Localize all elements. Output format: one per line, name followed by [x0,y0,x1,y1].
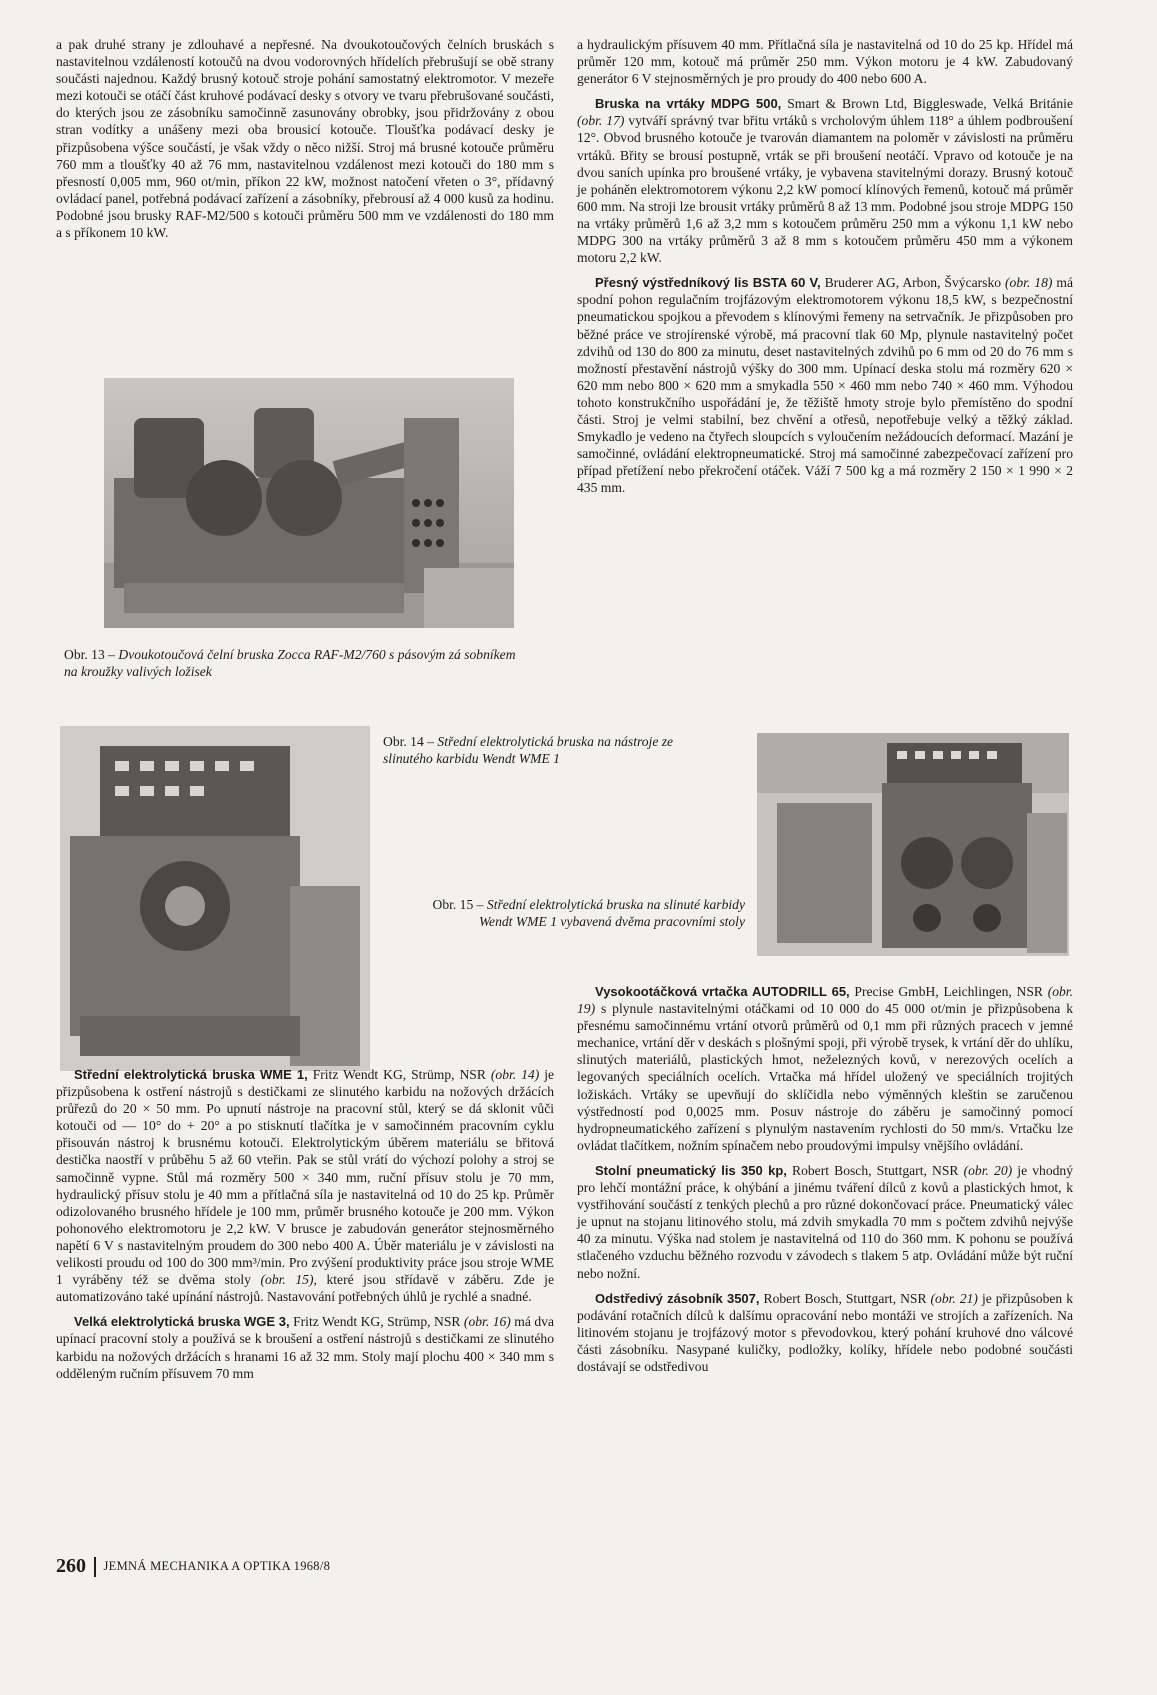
paragraph: Vysokootáčková vrtačka AUTODRILL 65, Precise GmbH, Leichlingen, NSR (obr. 19) s plynule nastavitelnými otáčkami od 10 000 do 45 000 ot/min je přizpůsobena k přesnému samočinnému vrtání otvorů průměrů od 0,1 mm při různých pracech v jemné mechanice, vrtání děr v deskách s plošnými spoji, při výrobě trysek, k vrtání děr do uhlíku, slinutých materiálů, plastických hmot, neželezných kovů, v nerezových ocelích a legovaných speciálních ocelích. Vrtačka má hřídel uložený ve speciálních trojitých ložiskách. Vrtáky se upevňují do sklíčidla nebo výměnných kleštin se zaručenou výstředností pod 0,0025 mm. Posuv nástroje do záběru je samočinný pomocí hydropneumatického zařízení s plynulým nastavením rychlosti do 50 mm/s. Vrtačku lze ovládat tlačítkem, nožním spínačem nebo proudovými impulsy vnějšího ovládání. [577,984,1073,1153]
right-column-bottom [577,983,1073,1375]
footer-divider [94,1557,96,1577]
figure-14-caption: Obr. 14 – Střední elektrolytická bruska na nástroje ze slinutého karbidu Wendt WME 1 [383,734,674,766]
paragraph: Bruska na vrtáky MDPG 500, Smart & Brown Ltd, Biggleswade, Velká Británie (obr. 17) vytváří správný tvar břitu vrtáků s vrcholovým úhlem 118° a úhlem podbroušení 12°. Obvod brusného kotouče je tvarován diamantem na poloměr v závislosti na průměru vrtáků. Břity se brousí postupně, vrták se při broušení neotáčí. Vpravo od kotouče je na dvou saních upínka pro broušené vrtáky, je vybavena stavitelnými dorazy. Brusný kotouč je poháněn elektromotorem výkonu 2,2 kW pomocí klínových řemenů, kotouč má průměr 600 mm. Na stroji lze brousit vrtáky průměrů 8 až 13 mm. Podobné jsou stroje MDPG 150 na vrtáky průměrů 1,6 až 3,2 mm s kotoučem průměru 250 mm a výkonu 1,1 kW nebo MDPG 300 na vrtáky průměrů 3 až 8 mm s kotoučem průměru 450 mm a výkonem motoru 2,2 kW. [577,96,1073,266]
paragraph: Střední elektrolytická bruska WME 1, Fritz Wendt KG, Strümp, NSR (obr. 14) je přizpůsobena k ostření nástrojů s destičkami ze slinutého karbidu na nožových držácích průřezů do 20 × 50 mm. Po upnutí nástroje na pracovní stůl, který se dá sklonit vůči kotouči od — 10° do + 20° a po stisknutí tlačítka je v samočinném pracovním cyklu přisouván nástroj k brusnému kotouči. Elektrolytickým úběrem materiálu se břitová destička naostří v průběhu 5 až 60 vteřin. Pak se stůl vrátí do výchozí polohy a stroj se samočinně vypne. Stůl má rozměry 500 × 340 mm, ruční přísuv stolu je 70 mm, hydraulický přísuv stolu je 40 mm a přítlačná síla je nastavitelná od 10 do 25 kp. Průměr odizolovaného brusného hřídele je 100 mm, průměr brusného kotouče je 200 mm. Výkon pohonového elektromotoru je 2,2 kW. V brusce je zabudován generátor stejnosměrného napětí 6 V s nastavitelným proudem do 300 nebo 400 A. Úběr materiálu je v závislosti na velikosti proudu od 100 do 300 mm³/min. Pro zvýšení produktivity práce jsou stroje WME 1 vyráběny též se dvěma stoly (obr. 15), které jsou střídavě v záběru. Zde je automatizováno také upínání nástrojů. Nastavování potřebných úhlů je rychlé a snadné. [56,1067,555,1305]
paragraph: Přesný výstředníkový lis BSTA 60 V, Bruderer AG, Arbon, Švýcarsko (obr. 18) má spodní pohon regulačním trojfázovým elektromotorem výkonu 18,5 kW, s bezpečnostní pneumatickou spojkou a převodem s klínovými řemeny na setrvačník. Je přizpůsoben pro běžné práce ve strojírenské výrobě, má pracovní tlak 60 Mp, plynule nastavitelný počet zdvihů od 130 do 800 za minutu, deset nastavitelných zdvihů po 6 mm od 20 do 76 mm s možností přestavění nástrojů výšky do 300 mm. Upínací deska stolu má rozměry 620 × 620 mm nebo 800 × 620 mm a smykadla 550 × 460 mm nebo 740 × 460 mm. Výhodou tohoto konstrukčního uspořádání je, že těžiště hmoty stroje bylo přemístěno do spodní části. Stroj je velmi stabilní, bez chvění a otřesů, nepotřebuje velký a těžký základ. Smykadlo je vedeno na čtyřech sloupcích s vyloučením nežádoucích deformací. Mazání je samočinné, ovládání elektropneumatické. Stroj má samočinné zabezpečovací zařízení pro případ přetížení nebo překročení otáček. Váží 7 500 kg a má rozměry 2 150 × 1 990 × 2 435 mm. [577,275,1073,496]
figure-15-photo [757,733,1069,956]
page-number: 260 [56,1555,86,1577]
figure-13-photo [104,378,514,628]
right-column-top [577,36,1073,496]
figure-15-caption: Obr. 15 – Střední elektrolytická bruska na slinuté karbidy Wendt WME 1 vybavená dvěma pracovními stoly [432,897,745,929]
paragraph: Stolní pneumatický lis 350 kp, Robert Bosch, Stuttgart, NSR (obr. 20) je vhodný pro lehčí montážní práce, k ohýbání a jinému tváření dílců z kovů a plastických hmot, k vystřihování součástí z tenkých plechů a pro různé dokončovací práce. Pneumatický válec je upnut na stojanu litinového stolu, má zdvih smykadla 70 mm s počtem zdvihů nejvýše 40 za minutu. Výška nad stolem je nastavitelná od 110 do 360 mm. K pohonu se používá stlačeného vzduchu běžného rozvodu v závodech s tlakem 5 atp. Ovládání může být ruční nebo nožní. [577,1162,1074,1281]
figure-14-photo [60,726,370,1071]
paragraph: a pak druhé strany je zdlouhavé a nepřesné. Na dvoukotoučových čelních bruskách s nastavitelnou vzdáleností kotoučů na dvou vodorovných hřídelích přebrušují se obě strany součásti najednou. Každý brusný kotouč stroje pohání samostatný elektromotor. V mezeře mezi kotouči se otáčí část kruhové podávací desky s otvory ve tvaru přebrušované součásti, do kterých jsou ze zásobníku samočinně zasunovány obrobky, jsou přidržovány z obou stran vodítky a unášeny mezi oba brousicí kotouče. Tloušťka podávací desky je přizpůsobena výšce součástí, je však vždy o něco nižší. Stroj má brusné kotouče průměru 760 mm a tloušťky 40 až 76 mm, nastavitelnou vzdálenost mezi kotouči do 180 mm s přesností 0,005 mm, 960 ot/min, příkon 22 kW, možnost natočení vřeten o 3°, přídavný ovládací panel, potřebná podávací zařízení a zásobníky, přebrousí až 4 000 kusů za hodinu. Podobné jsou brusky RAF-M2/500 s kotouči průměru 500 mm ve vzdálenosti do 180 mm a s příkonem 10 kW. [56,37,554,241]
paragraph: Velká elektrolytická bruska WGE 3, Fritz Wendt KG, Strümp, NSR (obr. 16) má dva upínací pracovní stoly a používá se k broušení a ostření nástrojů s destičkami ze slinutého karbidu na nožových držácích s hranami 16 až 32 mm. Stoly mají plochu 400 × 340 mm s odděleným ručním přísuvem 70 mm [56,1314,554,1381]
left-column-top [56,36,554,241]
paragraph: a hydraulickým přísuvem 40 mm. Přítlačná síla je nastavitelná od 10 do 25 kp. Hřídel má průměr 120 mm, kotouč má průměr 250 mm. Výkon motoru je 4 kW. Zabudovaný generátor 6 V stejnosměrných je pro proudy do 400 nebo 600 A. [577,37,1073,87]
left-column-bottom [56,1066,554,1382]
journal-title: JEMNÁ MECHANIKA A OPTIKA 1968/8 [103,1559,331,1573]
figure-13-caption: Obr. 13 – Dvoukotoučová čelní bruska Zocca RAF-M2/760 s pásovým zá sobníkem na kroužky valivých ložisek [64,647,516,679]
page-footer [56,1555,330,1578]
paragraph: Odstředivý zásobník 3507, Robert Bosch, Stuttgart, NSR (obr. 21) je přizpůsoben k podávání rotačních dílců k dalšímu opracování nebo montáži ve strojích a zařízeních. Na litinovém stojanu je trojfázový motor s převodovkou, který pohání kruhové dno válcové části zásobníku. Nasypané kuličky, podložky, kolíky, hřídele nebo podobné součásti dostávají se odstředivou [577,1290,1073,1374]
